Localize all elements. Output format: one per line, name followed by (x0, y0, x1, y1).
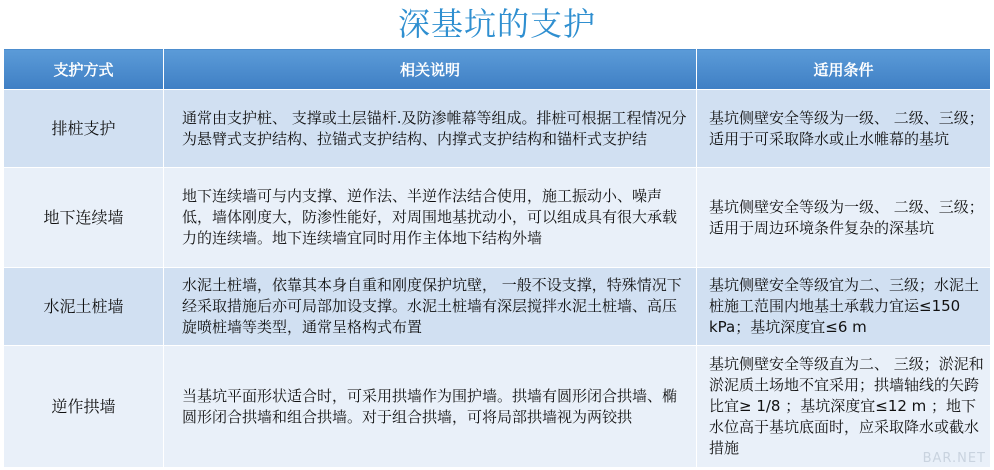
table-row (4, 168, 991, 268)
condition-cell: 基坑侧壁安全等级直为二、 三级；淤泥和淤泥质土场地不宜采用；拱墙轴线的矢跨比宜≥ 1/8 ；基坑深度宜≤12 m ；地下水位高于基坑底面时，应采取降水或截水措施 (697, 346, 991, 468)
table-row (4, 268, 991, 346)
table-row (4, 90, 991, 168)
description-cell: 通常由支护桩、 支撑或土层锚杆.及防渗帷幕等组成。排桩可根据工程情况分为悬臂式支护结构、拉锚式支护结构、内撑式支护结构和锚杆式支护结 (164, 90, 697, 168)
table-header-row (4, 49, 991, 90)
method-cell: 逆作拱墙 (4, 346, 164, 468)
description-cell: 当基坑平面形状适合时，可采用拱墙作为围护墙。拱墙有圆形闭合拱墙、椭圆形闭合拱墙和组合拱墙。对于组合拱墙，可将局部拱墙视为两铰拱 (164, 346, 697, 468)
method-cell: 水泥土桩墙 (4, 268, 164, 346)
description-cell: 地下连续墙可与内支撑、逆作法、半逆作法结合使用，施工振动小、噪声低，墙体刚度大，防渗性能好，对周围地基扰动小，可以组成具有很大承载力的连续墙。地下连续墙宜同时用作主体地下结构外墙 (164, 168, 697, 268)
header-method: 支护方式 (4, 49, 164, 90)
condition-cell: 基坑侧壁安全等级宜为二、三级；水泥土桩施工范围内地基土承载力宜运≤150 kPa；基坑深度宜≤6 m (697, 268, 991, 346)
watermark: BAR.NET (922, 451, 986, 466)
method-cell: 排桩支护 (4, 90, 164, 168)
page-title: 深基坑的支护 (397, 5, 596, 43)
method-cell: 地下连续墙 (4, 168, 164, 268)
condition-cell: 基坑侧壁安全等级为一级、 二级、三级；适用于周边环境条件复杂的深基坑 (697, 168, 991, 268)
header-condition: 适用条件 (697, 49, 991, 90)
description-cell: 水泥土桩墙，依靠其本身自重和刚度保护坑壁， 一般不设支撑，特殊情况下经采取措施后亦可局部加设支撑。水泥土桩墙有深层搅拌水泥土桩墙、高压旋喷桩墙等类型，通常呈格构式布置 (164, 268, 697, 346)
table-row (4, 346, 991, 468)
support-methods-table (3, 48, 991, 468)
header-description: 相关说明 (164, 49, 697, 90)
condition-cell: 基坑侧壁安全等级为一级、 二级、三级；适用于可采取降水或止水帷幕的基坑 (697, 90, 991, 168)
